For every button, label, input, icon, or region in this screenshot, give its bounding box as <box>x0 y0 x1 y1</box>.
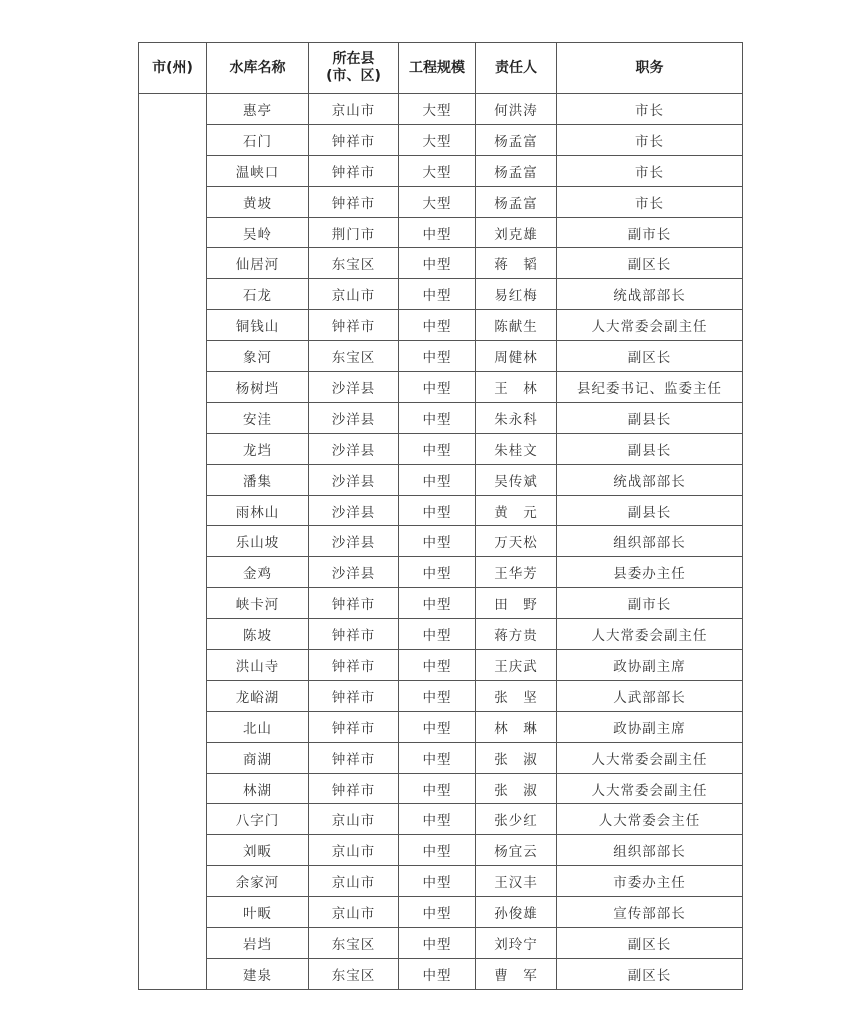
cell-responsible-person: 曹 军 <box>476 958 557 989</box>
table-row <box>139 835 743 866</box>
cell-county: 沙洋县 <box>309 433 399 464</box>
cell-project-scale: 中型 <box>399 464 476 495</box>
cell-responsible-person: 何洪涛 <box>476 94 557 125</box>
table-row <box>139 588 743 619</box>
cell-responsible-person: 吴传斌 <box>476 464 557 495</box>
cell-reservoir-name: 建泉 <box>207 958 309 989</box>
cell-reservoir-name: 八字门 <box>207 804 309 835</box>
table-row <box>139 711 743 742</box>
cell-reservoir-name: 陈坡 <box>207 619 309 650</box>
header-city: 市(州) <box>139 43 207 94</box>
cell-project-scale: 中型 <box>399 588 476 619</box>
cell-county: 东宝区 <box>309 341 399 372</box>
cell-county: 钟祥市 <box>309 155 399 186</box>
cell-project-scale: 中型 <box>399 650 476 681</box>
table-header <box>139 43 743 94</box>
cell-project-scale: 大型 <box>399 186 476 217</box>
table-row <box>139 341 743 372</box>
cell-project-scale: 中型 <box>399 402 476 433</box>
cell-responsible-person: 杨孟富 <box>476 124 557 155</box>
table-row <box>139 680 743 711</box>
cell-position: 人大常委会主任 <box>557 804 743 835</box>
cell-county: 京山市 <box>309 835 399 866</box>
table-body <box>139 94 743 990</box>
cell-project-scale: 中型 <box>399 557 476 588</box>
cell-reservoir-name: 林湖 <box>207 773 309 804</box>
cell-county: 钟祥市 <box>309 650 399 681</box>
table-row <box>139 928 743 959</box>
header-county-line2: (市、区) <box>326 68 381 84</box>
cell-county: 钟祥市 <box>309 310 399 341</box>
cell-position: 副市长 <box>557 588 743 619</box>
cell-responsible-person: 杨孟富 <box>476 155 557 186</box>
cell-reservoir-name: 吴岭 <box>207 217 309 248</box>
cell-county: 京山市 <box>309 866 399 897</box>
cell-project-scale: 中型 <box>399 897 476 928</box>
cell-city <box>139 94 207 990</box>
cell-county: 钟祥市 <box>309 619 399 650</box>
cell-project-scale: 中型 <box>399 958 476 989</box>
reservoir-responsibility-table <box>138 42 743 990</box>
cell-project-scale: 中型 <box>399 372 476 403</box>
cell-position: 市长 <box>557 124 743 155</box>
cell-position: 副区长 <box>557 928 743 959</box>
cell-responsible-person: 王华芳 <box>476 557 557 588</box>
cell-project-scale: 中型 <box>399 279 476 310</box>
cell-position: 政协副主席 <box>557 650 743 681</box>
cell-position: 市长 <box>557 155 743 186</box>
cell-reservoir-name: 乐山坡 <box>207 526 309 557</box>
table-row <box>139 279 743 310</box>
cell-responsible-person: 张 淑 <box>476 773 557 804</box>
cell-county: 东宝区 <box>309 958 399 989</box>
cell-reservoir-name: 安洼 <box>207 402 309 433</box>
cell-responsible-person: 王庆武 <box>476 650 557 681</box>
table-row <box>139 155 743 186</box>
document-page <box>138 42 742 990</box>
cell-project-scale: 大型 <box>399 155 476 186</box>
cell-county: 沙洋县 <box>309 372 399 403</box>
table-row <box>139 433 743 464</box>
header-row <box>139 43 743 94</box>
table-row <box>139 557 743 588</box>
cell-county: 钟祥市 <box>309 773 399 804</box>
table-row <box>139 124 743 155</box>
cell-reservoir-name: 刘畈 <box>207 835 309 866</box>
cell-position: 统战部部长 <box>557 464 743 495</box>
cell-position: 人大常委会副主任 <box>557 310 743 341</box>
cell-position: 政协副主席 <box>557 711 743 742</box>
cell-responsible-person: 林 琳 <box>476 711 557 742</box>
cell-project-scale: 中型 <box>399 433 476 464</box>
cell-responsible-person: 杨宜云 <box>476 835 557 866</box>
cell-county: 京山市 <box>309 804 399 835</box>
cell-county: 荆门市 <box>309 217 399 248</box>
cell-reservoir-name: 商湖 <box>207 742 309 773</box>
cell-reservoir-name: 余家河 <box>207 866 309 897</box>
table-row <box>139 804 743 835</box>
table-row <box>139 94 743 125</box>
table-row <box>139 310 743 341</box>
cell-reservoir-name: 惠亭 <box>207 94 309 125</box>
cell-county: 京山市 <box>309 897 399 928</box>
cell-county: 钟祥市 <box>309 711 399 742</box>
cell-county: 沙洋县 <box>309 526 399 557</box>
cell-project-scale: 中型 <box>399 526 476 557</box>
table-row <box>139 186 743 217</box>
cell-responsible-person: 朱永科 <box>476 402 557 433</box>
table-row <box>139 495 743 526</box>
cell-position: 组织部部长 <box>557 835 743 866</box>
cell-reservoir-name: 北山 <box>207 711 309 742</box>
table-row <box>139 217 743 248</box>
cell-reservoir-name: 雨林山 <box>207 495 309 526</box>
header-project-scale: 工程规模 <box>399 43 476 94</box>
cell-responsible-person: 张少红 <box>476 804 557 835</box>
table-row <box>139 372 743 403</box>
cell-position: 副县长 <box>557 433 743 464</box>
cell-position: 组织部部长 <box>557 526 743 557</box>
header-county <box>309 43 399 94</box>
cell-position: 人大常委会副主任 <box>557 773 743 804</box>
table-row <box>139 248 743 279</box>
cell-reservoir-name: 石门 <box>207 124 309 155</box>
cell-county: 沙洋县 <box>309 464 399 495</box>
cell-project-scale: 中型 <box>399 928 476 959</box>
cell-responsible-person: 周健林 <box>476 341 557 372</box>
cell-reservoir-name: 龙峪湖 <box>207 680 309 711</box>
cell-responsible-person: 朱桂文 <box>476 433 557 464</box>
cell-position: 统战部部长 <box>557 279 743 310</box>
cell-position: 副市长 <box>557 217 743 248</box>
cell-project-scale: 中型 <box>399 866 476 897</box>
cell-project-scale: 中型 <box>399 680 476 711</box>
cell-position: 市长 <box>557 186 743 217</box>
cell-project-scale: 中型 <box>399 495 476 526</box>
cell-responsible-person: 刘玲宁 <box>476 928 557 959</box>
cell-responsible-person: 易红梅 <box>476 279 557 310</box>
cell-position: 宣传部部长 <box>557 897 743 928</box>
cell-county: 沙洋县 <box>309 557 399 588</box>
cell-project-scale: 中型 <box>399 742 476 773</box>
header-responsible-person: 责任人 <box>476 43 557 94</box>
table-row <box>139 958 743 989</box>
cell-position: 副县长 <box>557 402 743 433</box>
table-row <box>139 464 743 495</box>
cell-reservoir-name: 金鸡 <box>207 557 309 588</box>
cell-county: 钟祥市 <box>309 742 399 773</box>
cell-county: 钟祥市 <box>309 124 399 155</box>
cell-responsible-person: 杨孟富 <box>476 186 557 217</box>
table-row <box>139 742 743 773</box>
cell-project-scale: 中型 <box>399 835 476 866</box>
cell-project-scale: 中型 <box>399 619 476 650</box>
cell-position: 县纪委书记、监委主任 <box>557 372 743 403</box>
cell-responsible-person: 张 坚 <box>476 680 557 711</box>
table-row <box>139 897 743 928</box>
cell-county: 京山市 <box>309 279 399 310</box>
cell-reservoir-name: 岩垱 <box>207 928 309 959</box>
header-reservoir-name: 水库名称 <box>207 43 309 94</box>
cell-project-scale: 中型 <box>399 341 476 372</box>
cell-project-scale: 中型 <box>399 310 476 341</box>
cell-position: 副区长 <box>557 958 743 989</box>
cell-project-scale: 中型 <box>399 773 476 804</box>
cell-position: 市长 <box>557 94 743 125</box>
cell-position: 市委办主任 <box>557 866 743 897</box>
cell-responsible-person: 张 淑 <box>476 742 557 773</box>
cell-position: 副区长 <box>557 248 743 279</box>
cell-county: 钟祥市 <box>309 680 399 711</box>
cell-reservoir-name: 铜钱山 <box>207 310 309 341</box>
cell-reservoir-name: 黄坡 <box>207 186 309 217</box>
cell-project-scale: 大型 <box>399 124 476 155</box>
cell-responsible-person: 蒋方贵 <box>476 619 557 650</box>
cell-project-scale: 中型 <box>399 711 476 742</box>
cell-reservoir-name: 峡卡河 <box>207 588 309 619</box>
cell-reservoir-name: 洪山寺 <box>207 650 309 681</box>
cell-responsible-person: 田 野 <box>476 588 557 619</box>
cell-responsible-person: 刘克雄 <box>476 217 557 248</box>
cell-county: 钟祥市 <box>309 186 399 217</box>
table-row <box>139 866 743 897</box>
cell-county: 沙洋县 <box>309 495 399 526</box>
cell-county: 沙洋县 <box>309 402 399 433</box>
cell-project-scale: 大型 <box>399 94 476 125</box>
table-row <box>139 619 743 650</box>
cell-position: 人大常委会副主任 <box>557 742 743 773</box>
cell-position: 副县长 <box>557 495 743 526</box>
cell-position: 人大常委会副主任 <box>557 619 743 650</box>
header-county-line1: 所在县 <box>332 51 375 67</box>
cell-reservoir-name: 石龙 <box>207 279 309 310</box>
cell-project-scale: 中型 <box>399 804 476 835</box>
cell-responsible-person: 孙俊雄 <box>476 897 557 928</box>
cell-responsible-person: 蒋 韬 <box>476 248 557 279</box>
cell-county: 东宝区 <box>309 248 399 279</box>
cell-reservoir-name: 温峡口 <box>207 155 309 186</box>
cell-county: 京山市 <box>309 94 399 125</box>
cell-county: 东宝区 <box>309 928 399 959</box>
cell-project-scale: 中型 <box>399 248 476 279</box>
header-position: 职务 <box>557 43 743 94</box>
cell-reservoir-name: 象河 <box>207 341 309 372</box>
cell-reservoir-name: 龙垱 <box>207 433 309 464</box>
cell-project-scale: 中型 <box>399 217 476 248</box>
cell-responsible-person: 万天松 <box>476 526 557 557</box>
cell-position: 副区长 <box>557 341 743 372</box>
table-row <box>139 773 743 804</box>
cell-reservoir-name: 仙居河 <box>207 248 309 279</box>
cell-county: 钟祥市 <box>309 588 399 619</box>
cell-responsible-person: 王 林 <box>476 372 557 403</box>
cell-responsible-person: 黄 元 <box>476 495 557 526</box>
cell-responsible-person: 王汉丰 <box>476 866 557 897</box>
cell-reservoir-name: 潘集 <box>207 464 309 495</box>
cell-reservoir-name: 叶畈 <box>207 897 309 928</box>
table-row <box>139 650 743 681</box>
cell-position: 人武部部长 <box>557 680 743 711</box>
table-row <box>139 402 743 433</box>
cell-responsible-person: 陈献生 <box>476 310 557 341</box>
cell-reservoir-name: 杨树垱 <box>207 372 309 403</box>
cell-position: 县委办主任 <box>557 557 743 588</box>
table-row <box>139 526 743 557</box>
